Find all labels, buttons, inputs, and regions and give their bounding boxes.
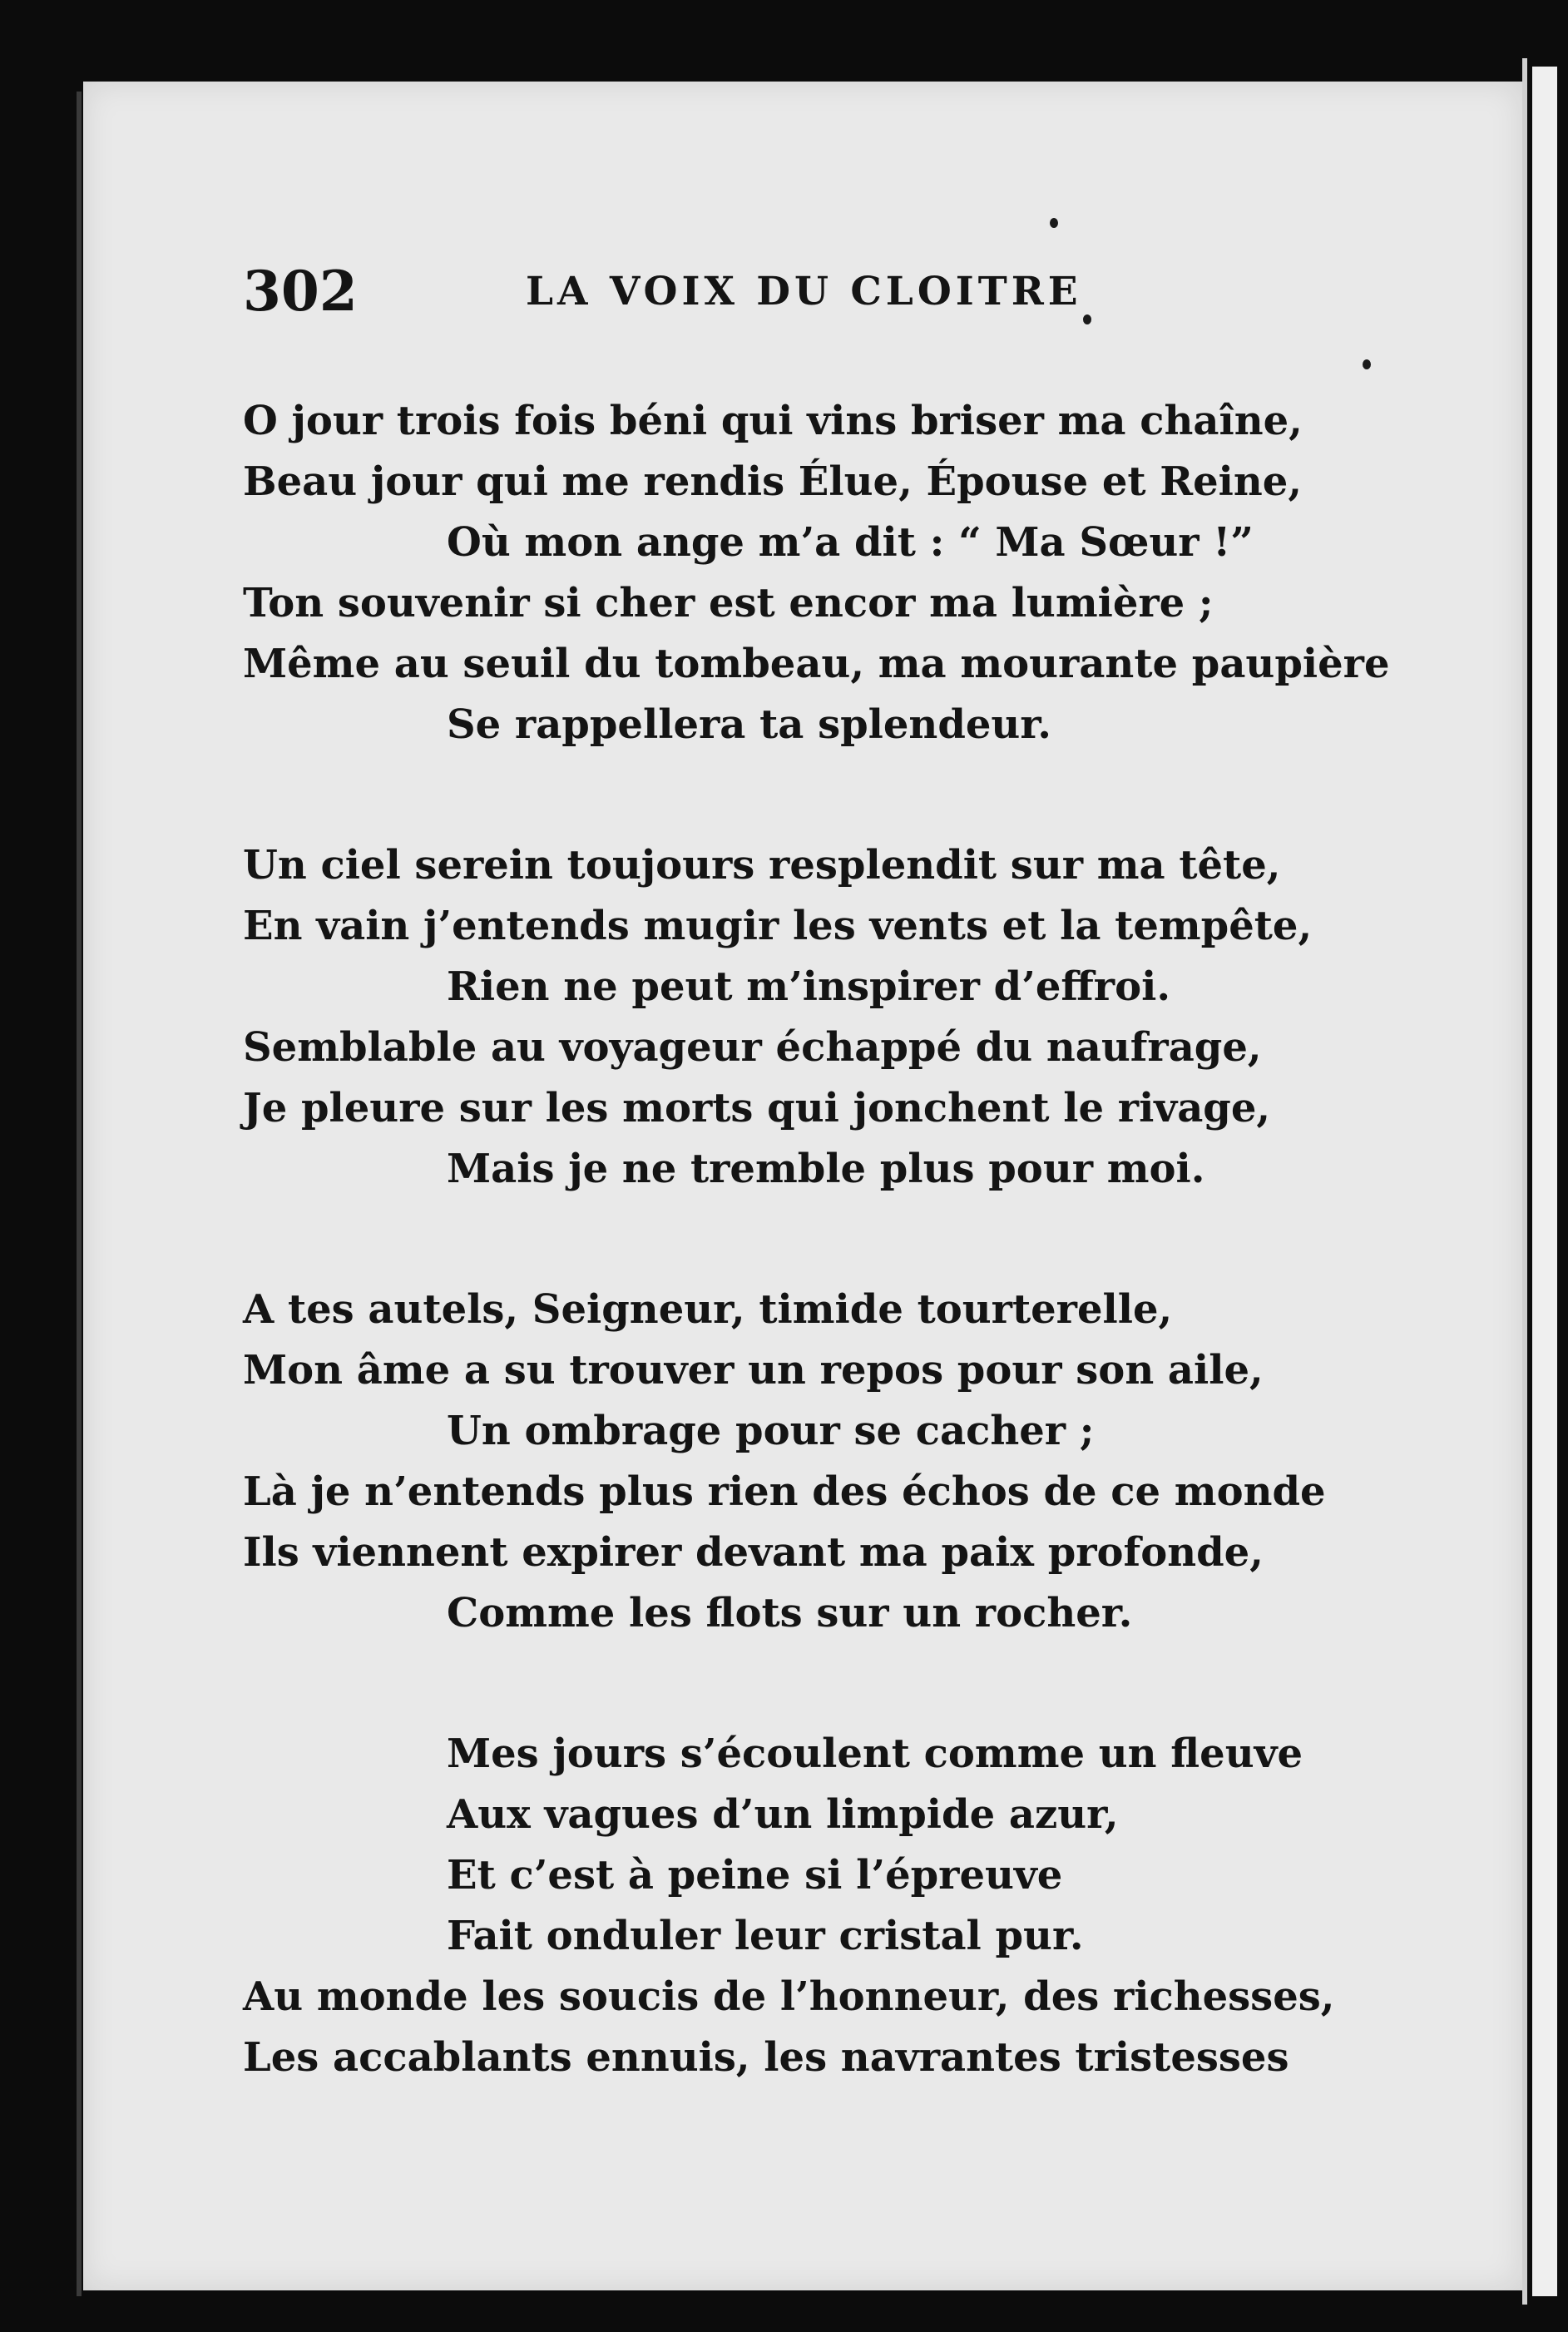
poem-line: Mais je ne tremble plus pour moi.	[447, 1146, 1205, 1192]
poem-line: Ton souvenir si cher est encor ma lumière ;	[243, 580, 1214, 626]
poem-line: Aux vagues d’un limpide azur,	[447, 1791, 1119, 1838]
poem-line: Un ciel serein toujours resplendit sur ma tête,	[243, 842, 1281, 889]
poem-line: Ils viennent expirer devant ma paix profonde,	[243, 1529, 1264, 1576]
poem-line: Rien ne peut m’inspirer d’effroi.	[447, 963, 1171, 1010]
poem-line: Au monde les soucis de l’honneur, des richesses,	[243, 1973, 1335, 2020]
poem-line: Se rappellera ta splendeur.	[447, 701, 1051, 748]
page-header	[243, 258, 1158, 324]
poem-line: Fait onduler leur cristal pur.	[447, 1913, 1084, 1959]
print-speck	[1050, 218, 1058, 228]
stanza	[243, 1724, 1407, 2088]
book-gutter-edge	[77, 92, 82, 2296]
poem-line: Et c’est à peine si l’épreuve	[447, 1852, 1063, 1899]
poem-line: Mon âme a su trouver un repos pour son aile,	[243, 1347, 1264, 1394]
poem-line: Je pleure sur les morts qui jonchent le rivage,	[243, 1085, 1271, 1131]
stanza	[243, 391, 1407, 755]
poem-line: Les accablants ennuis, les navrantes tristesses	[243, 2034, 1289, 2081]
page-number: 302	[243, 259, 358, 324]
poem-line: En vain j’entends mugir les vents et la tempête,	[243, 903, 1313, 949]
running-title: LA VOIX DU CLOITRE	[526, 269, 1082, 314]
poem-line: Même au seuil du tombeau, ma mourante paupière	[243, 641, 1390, 687]
poem-line: Mes jours s’écoulent comme un fleuve	[447, 1730, 1303, 1777]
poem-line: A tes autels, Seigneur, timide tourterelle,	[243, 1286, 1173, 1333]
next-page-edge	[1532, 67, 1557, 2296]
poem-line: Un ombrage pour se cacher ;	[447, 1408, 1095, 1454]
page-edge-shadow	[1522, 58, 1527, 2305]
stanza	[243, 1280, 1407, 1644]
poem-body	[243, 391, 1407, 2168]
poem-line: Beau jour qui me rendis Élue, Épouse et Reine,	[243, 458, 1303, 505]
stanza	[243, 835, 1407, 1200]
poem-line: Où mon ange m’a dit : “ Ma Sœur !”	[447, 519, 1254, 566]
poem-line: O jour trois fois béni qui vins briser ma chaîne,	[243, 398, 1303, 444]
poem-line: Là je n’entends plus rien des échos de ce monde	[243, 1468, 1326, 1515]
print-speck	[1363, 359, 1371, 369]
poem-line: Semblable au voyageur échappé du naufrage,	[243, 1024, 1262, 1071]
poem-line: Comme les flots sur un rocher.	[447, 1590, 1133, 1636]
